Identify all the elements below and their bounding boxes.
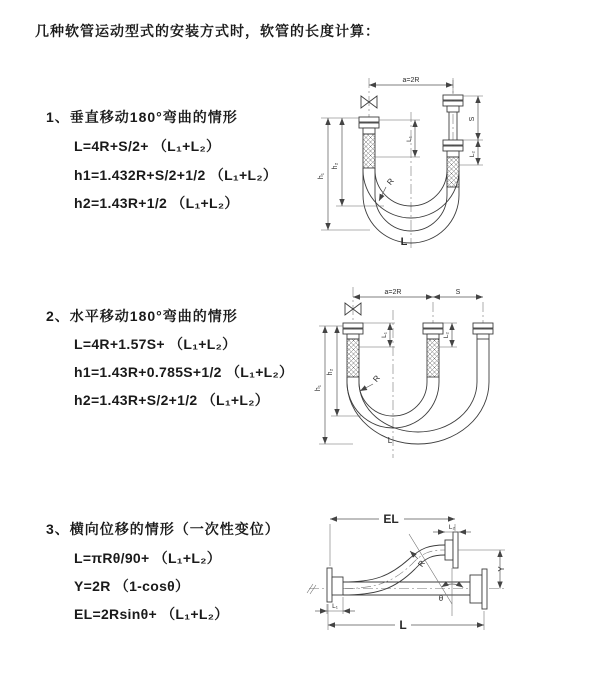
radius-label: R [371, 373, 382, 384]
radius-label: R [385, 176, 396, 187]
section-2-formula-l: L=4R+1.57S+ （L₁+L₂） [74, 336, 237, 352]
left-flange [327, 568, 343, 602]
hose-curves [347, 339, 489, 444]
section-1-formula-l: L=4R+S/2+ （L₁+L₂） [74, 138, 221, 154]
straight-pipe-position [343, 569, 487, 609]
pipe-break-mark [307, 584, 316, 594]
dimension-lines [319, 297, 483, 444]
dim-label-a2r: a=2R [384, 289, 402, 296]
length-label: L [400, 236, 408, 248]
section-1-heading: 1、垂直移动180°弯曲的情形 [46, 109, 238, 125]
section-2-formula-h1: h1=1.43R+0.785S+1/2 （L₁+L₂） [74, 364, 294, 380]
angle-label-theta: θ [438, 594, 444, 603]
dim-label-h2: h₂ [332, 162, 339, 170]
right-hose-fitting [443, 95, 463, 187]
dim-label-l1: L₁ [381, 332, 388, 338]
section-3-heading: 3、横向位移的情形（一次性变位） [46, 521, 280, 537]
dim-label-s: S [455, 289, 461, 296]
dim-label-l1: L₁ [332, 603, 338, 610]
left-hose-fitting [343, 323, 363, 377]
dim-label-l2: L₂ [469, 150, 476, 158]
dim-label-h2: h₂ [327, 368, 334, 376]
dim-label-s: S [469, 116, 476, 122]
dim-label-y: Y [497, 566, 506, 572]
page-title: 几种软管运动型式的安装方式时，软管的长度计算： [35, 23, 380, 39]
dimension-labels [332, 512, 506, 632]
dim-label-h1: h₁ [318, 172, 325, 180]
section-2-formula-h2: h2=1.43R+S/2+1/2 （L₁+L₂） [74, 392, 270, 408]
length-label: L [387, 436, 393, 445]
section-3-formula-y: Y=2R （1-cosθ） [74, 578, 190, 594]
displaced-hose-curve [343, 545, 445, 595]
diagram-lateral-displacement [303, 498, 595, 660]
section-3-formula-el: EL=2Rsinθ+ （L₁+L₂） [74, 606, 229, 622]
diagram-vertical-180-bend [312, 70, 562, 255]
dim-label-l2: L₂ [443, 331, 450, 339]
diagram-horizontal-180-bend [313, 282, 573, 472]
radius-label: R [416, 558, 427, 569]
centerlines [369, 78, 453, 248]
upper-flange [445, 532, 458, 568]
section-1-formula-h2: h2=1.43R+1/2 （L₁+L₂） [74, 195, 239, 211]
dim-label-l2: L₂ [448, 524, 456, 531]
displaced-hose-fitting [473, 323, 493, 339]
dim-label-el: EL [383, 512, 399, 526]
dim-label-h1: h₁ [315, 384, 322, 392]
dim-label-l1: L₁ [406, 136, 413, 142]
left-hose-fitting [359, 117, 379, 168]
section-3-formula-l: L=πRθ/90+ （L₁+L₂） [74, 550, 222, 566]
dim-label-a2r: a=2R [402, 77, 420, 84]
middle-hose-fitting [423, 323, 443, 377]
section-2-heading: 2、水平移动180°弯曲的情形 [46, 308, 238, 324]
section-1-formula-h1: h1=1.432R+S/2+1/2 （L₁+L₂） [74, 167, 278, 183]
length-label: L [399, 618, 407, 632]
